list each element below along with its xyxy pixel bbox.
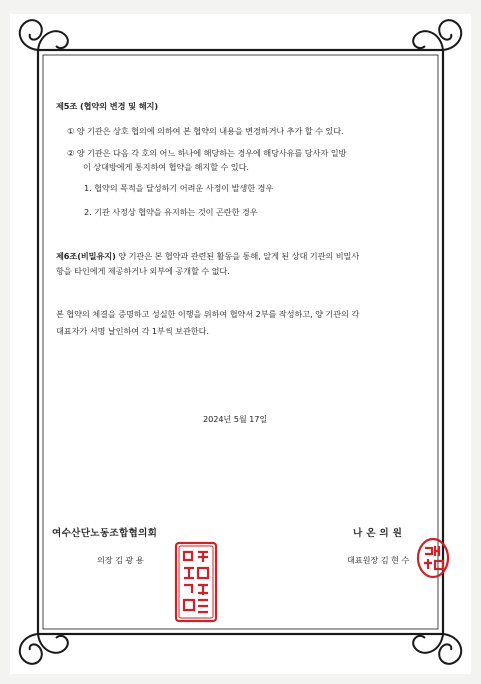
article6-heading: 제6조(비밀유지) bbox=[56, 251, 116, 261]
seal-left-icon bbox=[173, 540, 219, 624]
party-right-rep: 대표원장 김 현 수 bbox=[347, 555, 410, 565]
party-left-rep: 의장 김 광 용 bbox=[97, 555, 144, 565]
article6-line1 bbox=[56, 250, 359, 262]
party-right-org: 나 온 의 원 bbox=[353, 528, 403, 539]
agreement-date: 2024년 5월 17일 bbox=[203, 414, 268, 424]
article5-item2-line1: ② 양 기관은 다음 각 호의 어느 하나에 해당하는 경우에 해당사유를 당사자 일방 bbox=[67, 148, 347, 158]
article5-sub2: 2. 기관 사정상 협약을 유지하는 것이 곤란한 경우 bbox=[84, 207, 258, 217]
article5-item2-line2: 이 상대방에게 통지하여 협약을 해지할 수 있다. bbox=[83, 162, 249, 172]
article5-item1: ① 양 기관은 상호 협의에 의하여 본 협약의 내용을 변경하거나 추가 할 수 있다. bbox=[67, 126, 344, 136]
article6-line2: 항을 타인에게 제공하거나 외부에 공개할 수 없다. bbox=[56, 266, 230, 276]
seal-right-icon bbox=[415, 536, 451, 580]
article5-sub1: 1. 협약의 목적을 달성하기 어려운 사정이 발생한 경우 bbox=[84, 183, 274, 193]
closing-line1: 본 협약의 체결을 증명하고 성실한 이행을 위하여 협약서 2부를 작성하고, 양 기관의 각 bbox=[56, 309, 360, 319]
closing-line2: 대표자가 서명 날인하여 각 1부씩 보관한다. bbox=[56, 326, 209, 336]
party-left-org: 여수산단노동조합협의회 bbox=[52, 528, 158, 539]
article5-heading: 제5조 (협약의 변경 및 해지) bbox=[56, 101, 158, 111]
article6-text: 양 기관은 본 협약과 관련된 활동을 통해, 알게 된 상대 기관의 비밀사 bbox=[118, 251, 360, 261]
